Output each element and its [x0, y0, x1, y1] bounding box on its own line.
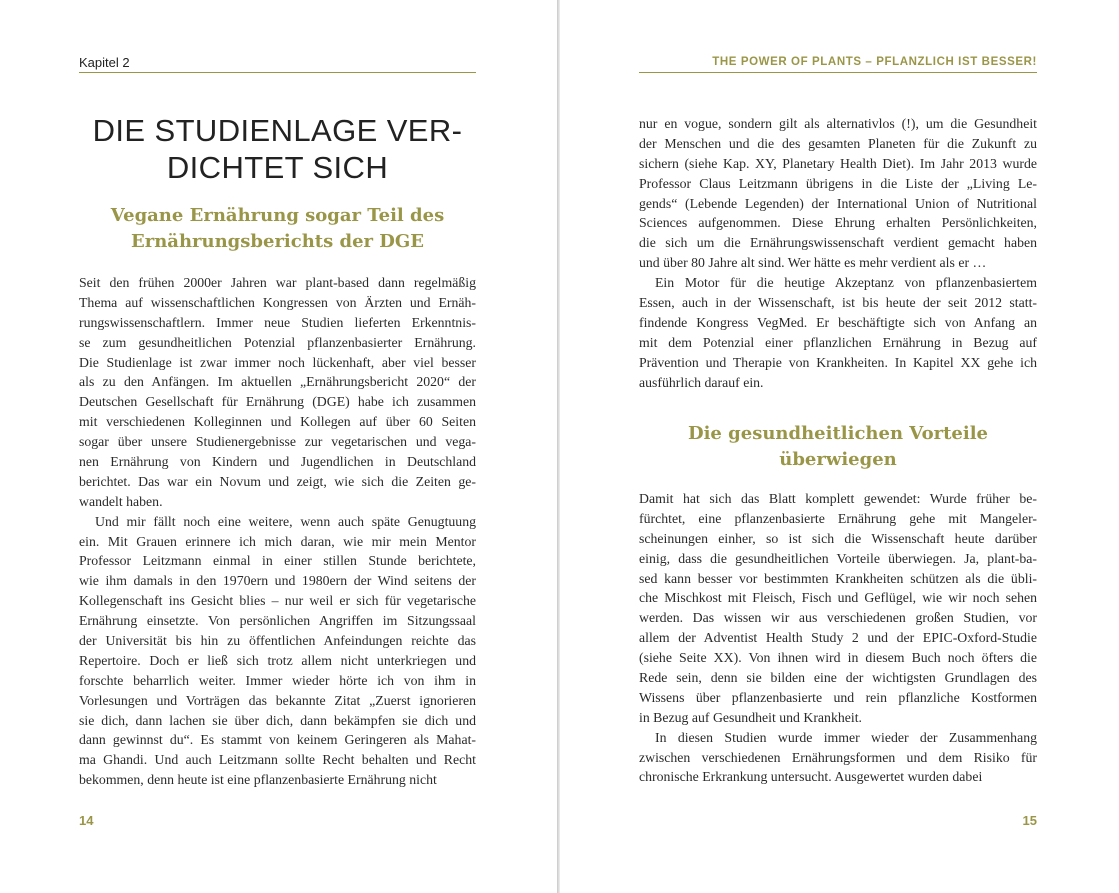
text-line: In diesen Studien wurde immer wieder der Zusammenhang — [655, 729, 1037, 745]
text-line: werden. Das wissen wir aus verschiedenen großen Studien, vor — [639, 610, 1037, 626]
text-line: Prävention und Therapie von Krankheiten. In Kapitel XX gehe ich — [639, 354, 1037, 370]
text-line: die sich um die Ernährungswissenschaft verdient gemacht haben — [639, 235, 1037, 251]
page-number-left: 14 — [79, 813, 94, 828]
text-line: Damit hat sich das Blatt komplett gewendet: Wurde früher be- — [639, 491, 1037, 506]
text-line: Wissens über pflanzenbasierte und rein pflanzliche Kostformen — [639, 689, 1037, 705]
text-line: Repertoire. Doch er ließ sich trotz allem nicht unterkriegen und — [79, 652, 476, 668]
text-line: Professor Leitzmann einmal in einer stillen Stunde berichtete, — [79, 553, 476, 569]
text-line: wandelt haben. — [79, 493, 163, 509]
page-number-right: 15 — [1022, 813, 1037, 828]
text-line: nen Ernährung von Kindern und Jugendlichen in Deutschland — [79, 454, 476, 470]
left-page — [0, 0, 557, 893]
text-line: chronische Erkrankung untersucht. Ausgewertet wurden dabei — [639, 769, 983, 785]
text-line: forschte beharrlich weiter. Immer wieder hörte ich von ihm in — [79, 672, 476, 688]
text-line: Ein Motor für die heutige Akzeptanz von pflanzenbasiertem — [655, 275, 1037, 291]
section-heading-left — [79, 203, 476, 255]
section-heading-line: Ernährungsberichts der DGE — [130, 231, 425, 252]
body-text-left — [79, 273, 476, 790]
text-line: sie dich, dann lachen sie über dich, dann bekämpfen sie dich und — [79, 712, 476, 728]
book-gutter — [557, 0, 560, 893]
header-rule-right — [639, 72, 1037, 73]
section-heading-right — [639, 421, 1037, 473]
section-heading-line: überwiegen — [779, 449, 897, 470]
section-heading-line: Die gesundheitlichen Vorteile — [687, 423, 988, 444]
text-line: Die Studienlage ist zwar immer noch lückenhaft, aber viel besser — [79, 354, 476, 370]
text-line: Deutschen Gesellschaft für Ernährung (DGE) habe ich zusammen — [79, 394, 476, 410]
text-line: scheinungen einher, so ist sich die Wissenschaft heute darüber — [639, 530, 1037, 546]
text-line: ma Ghandi. Und auch Leitzmann sollte Recht behalten und Recht — [79, 752, 476, 768]
chapter-title-line: DICHTET SICH — [166, 150, 389, 185]
text-line: mit dem Potenzial einer pflanzlichen Ernährung in Bezug auf — [639, 334, 1037, 350]
text-line: ein. Mit Grauen erinnere ich mich daran, wie mir mein Mentor — [79, 533, 476, 549]
text-line: Rede sein, denn sie bilden eine der wichtigsten Grundlagen des — [639, 670, 1037, 686]
text-line: rungswissenschaftlern. Immer neue Studien lieferten Erkenntnis- — [79, 314, 476, 330]
body-text-right-bottom — [639, 489, 1037, 787]
text-line: bekommen, denn heute ist eine pflanzenbasierte Ernährung nicht — [79, 772, 437, 788]
text-line: (siehe Seite XX). Von ihnen wird in diesem Buch noch öfters die — [639, 650, 1037, 666]
chapter-label: Kapitel 2 — [79, 55, 130, 70]
text-line: se zum gesundheitlichen Potenzial pflanzenbasierter Ernährung. — [79, 334, 476, 350]
text-line: sichern (siehe Kap. XY, Planetary Health Diet). Im Jahr 2013 wurde — [639, 155, 1037, 171]
text-line: wie ihm damals in den 1970ern und 1980ern der Wind seitens der — [79, 573, 476, 589]
section-heading-line: Vegane Ernährung sogar Teil des — [110, 205, 445, 226]
text-line: einig, dass die gesundheitlichen Vorteile überwiegen. Ja, plant-ba- — [639, 550, 1037, 566]
text-line: fürchtet, eine pflanzenbasierte Ernährung gehe mit Mangeler- — [639, 510, 1037, 526]
text-line: sogar über unsere Studienergebnisse zur vegetarischen und vega- — [79, 434, 476, 450]
text-line: Kollegenschaft ins Gesicht blies – nur weil er sich für vegetarische — [79, 593, 476, 609]
text-line: in Bezug auf Gesundheit und Krankheit. — [639, 709, 862, 725]
body-text-right-top — [639, 114, 1037, 392]
text-line: sed kann besser vor bestimmten Krankheiten schützen als die übli- — [639, 570, 1037, 586]
text-line: allem der Adventist Health Study 2 und der EPIC-Oxford-Studie — [639, 630, 1037, 646]
text-line: Professor Claus Leitzmann übrigens in die Liste der „Living Le- — [639, 175, 1037, 191]
text-line: Essen, auch in der Wissenschaft, ist bis heute der seit 2012 statt- — [639, 295, 1037, 311]
text-line: und über 80 Jahre alt sind. Wer hätte es mehr verdient als er … — [639, 255, 987, 271]
text-line: Und mir fällt noch eine weitere, wenn auch späte Genugtuung — [95, 513, 476, 529]
text-line: berichtet. Das war ein Novum und zeigt, wie sich die Zeiten ge- — [79, 473, 476, 489]
header-rule-left — [79, 72, 476, 73]
chapter-title-line: DIE STUDIENLAGE VER- — [92, 113, 463, 148]
text-line: Sciences aufgenommen. Diese Ehrung erhalten Persönlichkeiten, — [639, 215, 1037, 231]
text-line: dann gewinnst du“. Es stammt von keinem Geringeren als Mahat- — [79, 732, 476, 748]
chapter-title — [79, 112, 476, 186]
text-line: ausführlich darauf ein. — [639, 374, 764, 390]
text-line: zwischen verschiedenen Ernährungsformen und dem Risiko für — [639, 749, 1037, 765]
text-line: Seit den frühen 2000er Jahren war plant-based dann regelmäßig — [79, 275, 476, 290]
running-title: THE POWER OF PLANTS – PFLANZLICH IST BESSER! — [712, 56, 1037, 68]
text-line: Ernährung einsetzte. Von persönlichen Angriffen im Sitzungssaal — [79, 613, 476, 629]
text-line: als zu den Anfängen. Im aktuellen „Ernährungsbericht 2020“ der — [79, 374, 476, 390]
text-line: mit verschiedenen Kolleginnen und Kollegen auf über 60 Seiten — [79, 414, 476, 430]
text-line: gends“ (Lebende Legenden) der International Union of Nutritional — [639, 195, 1037, 211]
text-line: Thema auf wissenschaftlichen Kongressen von Ärzten und Ernäh- — [79, 294, 476, 310]
text-line: findende Kongress VegMed. Er beschäftigte sich von Anfang an — [639, 314, 1037, 330]
text-line: che Mischkost mit Fleisch, Fisch und Geflügel, wie wir noch sehen — [639, 590, 1037, 606]
text-line: nur en vogue, sondern gilt als alternativlos (!), um die Gesundheit — [639, 116, 1037, 131]
text-line: Vorlesungen und Vorträgen das bekannte Zitat „Zuerst ignorieren — [79, 692, 476, 708]
text-line: der Menschen und die des gesamten Planeten für die Zukunft zu — [639, 135, 1037, 151]
text-line: der Universität bis hin zu öffentlichen Anfeindungen reichte das — [79, 633, 476, 649]
